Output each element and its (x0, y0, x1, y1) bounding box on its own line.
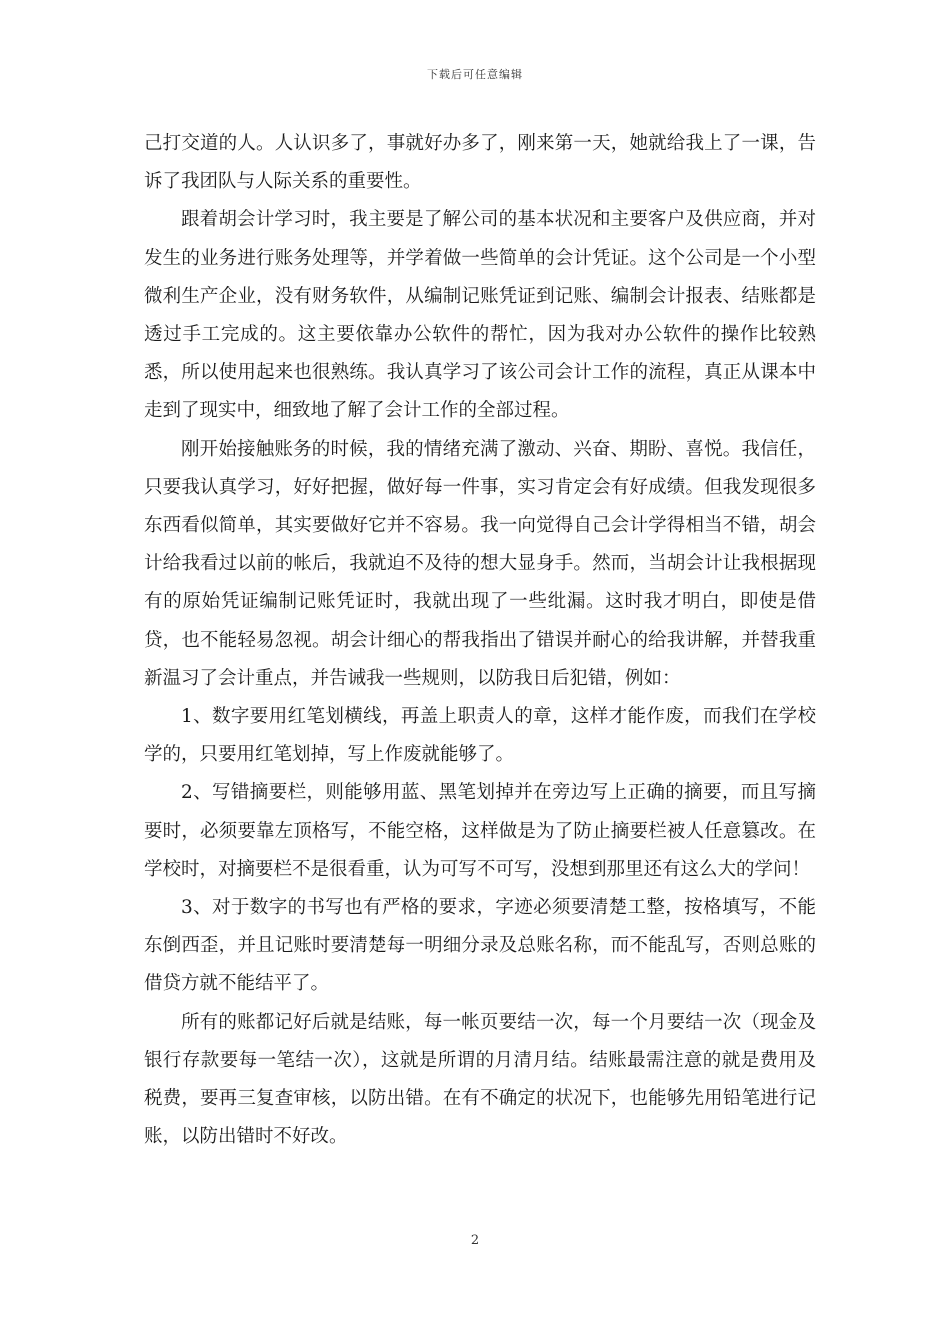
header-note: 下载后可任意编辑 (427, 68, 523, 81)
paragraph: 跟着胡会计学习时，我主要是了解公司的基本状况和主要客户及供应商，并对发生的业务进行账务处理等，并学着做一些简单的会计凭证。这个公司是一个小型微利生产企业，没有财务软件，从编制记账凭证到记账、编制会计报表、结账都是透过手工完成的。这主要依靠办公软件的帮忙，因为我对办公软件的操作比较熟悉，所以使用起来也很熟练。我认真学习了该公司会计工作的流程，真正从课本中走到了现实中，细致地了解了会计工作的全部过程。 (144, 209, 816, 422)
paragraph: 刚开始接触账务的时候，我的情绪充满了激动、兴奋、期盼、喜悦。我信任，只要我认真学习，好好把握，做好每一件事，实习肯定会有好成绩。但我发现很多东西看似简单，其实要做好它并不容易。我一向觉得自己会计学得相当不错，胡会计给我看过以前的帐后，我就迫不及待的想大显身手。然而，当胡会计让我根据现有的原始凭证编制记账凭证时，我就出现了一些纰漏。这时我才明白，即使是借贷，也不能轻易忽视。胡会计细心的帮我指出了错误并耐心的给我讲解，并替我重新温习了会计重点，并告诫我一些规则，以防我日后犯错，例如： (144, 438, 816, 689)
paragraph: 所有的账都记好后就是结账，每一帐页要结一次，每一个月要结一次（现金及银行存款要每一笔结一次），这就是所谓的月清月结。结账最需注意的就是费用及税费，要再三复查审核，以防出错。在有不确定的状况下，也能够先用铅笔进行记账，以防出错时不好改。 (144, 1011, 816, 1148)
paragraph-continuation: 己打交道的人。人认识多了，事就好办多了，刚来第一天，她就给我上了一课，告诉了我团队与人际关系的重要性。 (144, 133, 816, 193)
list-item: 3、对于数字的书写也有严格的要求，字迹必须要清楚工整，按格填写，不能东倒西歪，并且记账时要清楚每一明细分录及总账名称，而不能乱写，否则总账的借贷方就不能结平了。 (144, 897, 816, 995)
document-body (144, 125, 816, 1156)
list-item: 2、写错摘要栏，则能够用蓝、黑笔划掉并在旁边写上正确的摘要，而且写摘要时，必须要靠左顶格写，不能空格，这样做是为了防止摘要栏被人任意篡改。在学校时，对摘要栏不是很看重，认为可写不可写，没想到那里还有这么大的学问！ (144, 782, 816, 880)
page-number: 2 (470, 1233, 480, 1248)
list-item: 1、数字要用红笔划横线，再盖上职责人的章，这样才能作废，而我们在学校学的，只要用红笔划掉，写上作废就能够了。 (144, 706, 816, 766)
